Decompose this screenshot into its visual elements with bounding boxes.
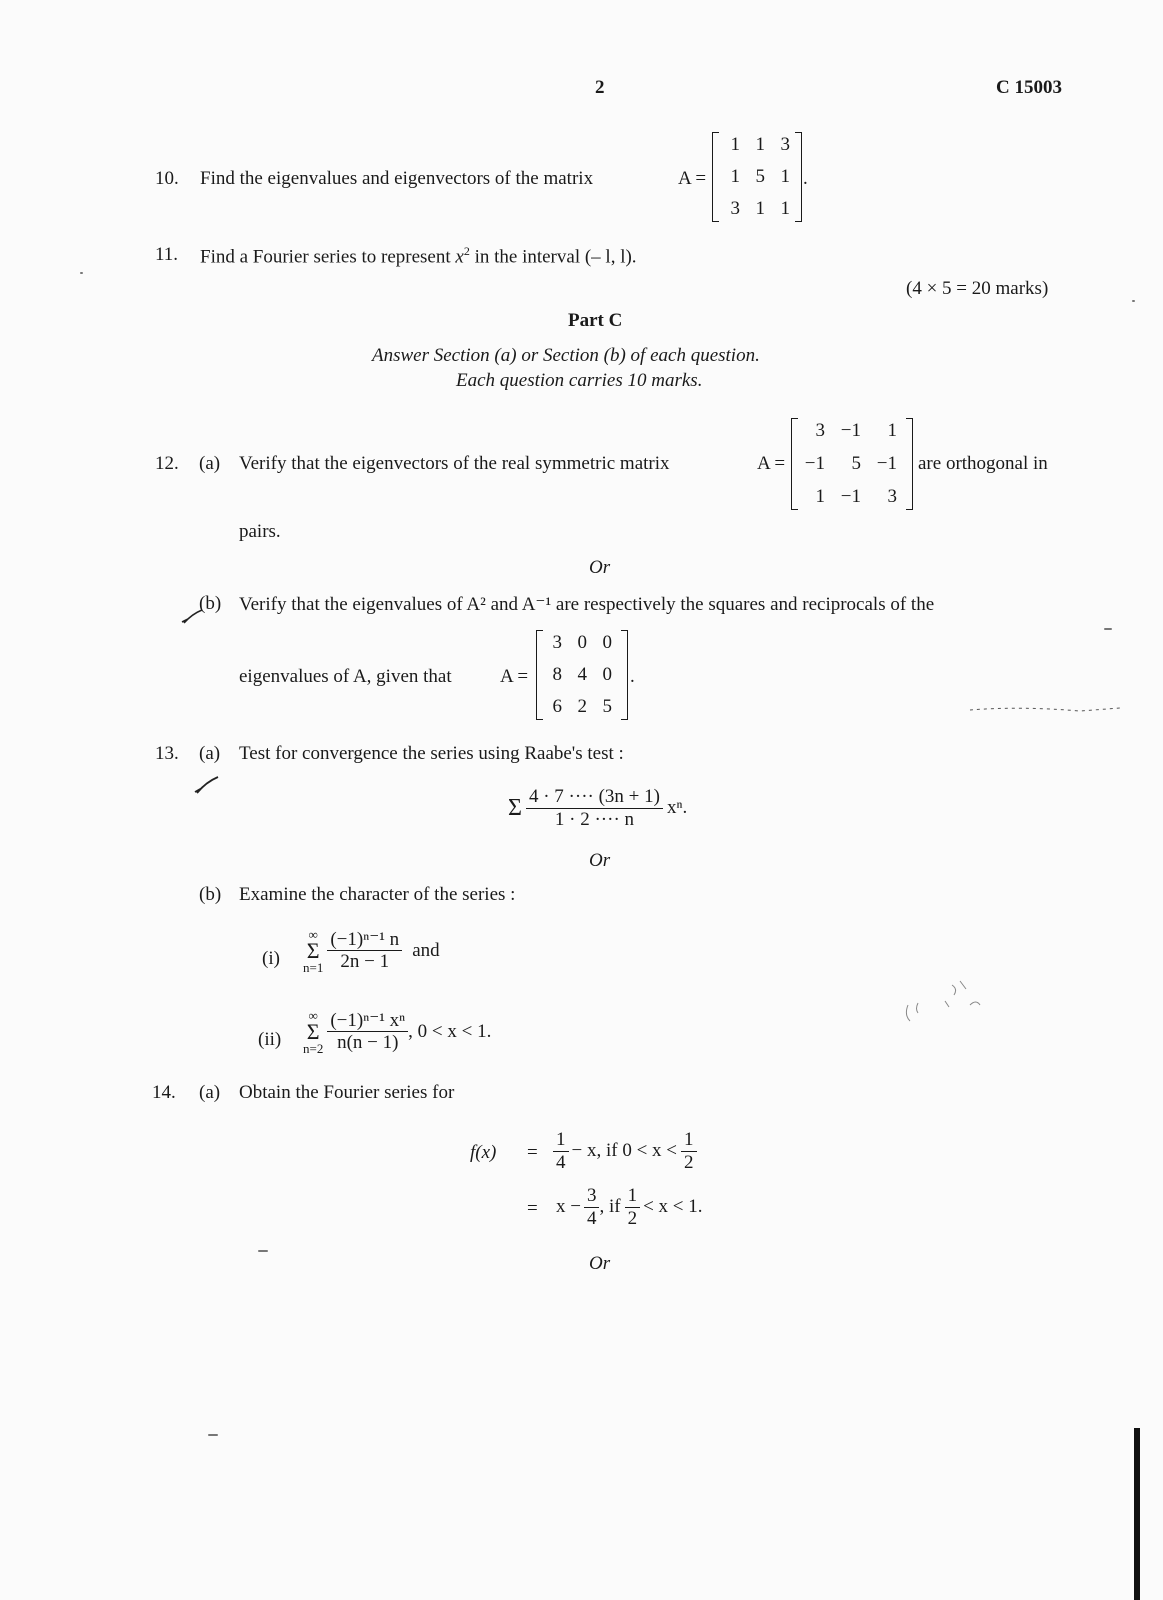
fraction-denominator: 4 [556, 1151, 566, 1173]
fraction-denominator: 4 [586, 1207, 597, 1229]
q12a-label: (a) [199, 453, 221, 474]
matrix-cell: 1 [730, 166, 740, 187]
paper-code: C 15003 [996, 77, 1062, 98]
line-1-condition: − x, if 0 < x < [571, 1140, 678, 1162]
fraction-numerator: 1 [625, 1185, 641, 1208]
matrix-cell: 3 [887, 486, 897, 507]
matrix-cell: 0 [602, 664, 612, 685]
q14-line-2 [556, 1185, 703, 1230]
q12b-end: . [630, 666, 635, 687]
q12a-lhs: A = [757, 453, 786, 474]
q12a-text: Verify that the eigenvectors of the real symmetric matrix [239, 453, 670, 474]
q11-exponent: 2 [463, 244, 470, 258]
q13b-ii-label: (ii) [258, 1029, 282, 1050]
matrix-cell: −1 [804, 453, 825, 474]
fraction-denominator: n(n − 1) [337, 1032, 399, 1054]
fraction-numerator: 3 [584, 1185, 600, 1208]
q13a-fraction [526, 786, 663, 831]
q11-number: 11. [155, 244, 179, 265]
q14-line-1 [553, 1129, 697, 1174]
q10-number: 10. [155, 168, 179, 189]
matrix-cell: 3 [552, 632, 562, 653]
fraction-one-half [681, 1129, 697, 1174]
fraction-numerator: 1 [553, 1129, 569, 1152]
fraction-denominator: 1 · 2 ···· n [554, 808, 635, 830]
q13a-series [508, 786, 687, 831]
matrix-cell: 3 [780, 134, 790, 155]
matrix-cell: 8 [552, 664, 562, 685]
matrix-cell: 5 [755, 166, 765, 187]
pencil-line-icon [960, 700, 1140, 720]
q12-or: Or [589, 557, 611, 578]
q13b-ii-series [303, 1009, 491, 1055]
q13-or: Or [589, 850, 611, 871]
q14-number: 14. [152, 1082, 176, 1103]
sum-symbol: Σ [508, 794, 522, 821]
fraction-numerator: 4 · 7 ···· (3n + 1) [526, 786, 663, 809]
sum-symbol: Σ [306, 938, 320, 963]
matrix-cell: 0 [577, 632, 587, 653]
fraction-denominator: 2n − 1 [340, 951, 390, 973]
q13b-i-fraction [327, 929, 402, 974]
q14-or: Or [589, 1253, 611, 1274]
summation [303, 1009, 323, 1055]
q11-text-b: in the interval (– l, l). [474, 246, 637, 268]
matrix-cell: −1 [840, 486, 861, 507]
sum-lower: n=1 [303, 959, 324, 975]
q12b-text: Verify that the eigenvalues of A² and A⁻¹ are respectively the squares and reciprocals of the [239, 594, 935, 615]
q12-number: 12. [155, 453, 179, 474]
q12a-matrix [791, 418, 913, 510]
matrix-cell: 0 [602, 632, 612, 653]
series-tail: xⁿ. [666, 797, 688, 819]
sum-upper: ∞ [308, 1008, 318, 1023]
tick-mark-icon [192, 774, 220, 796]
line-2-end: < x < 1. [643, 1196, 703, 1218]
q10-lhs: A = [678, 168, 707, 189]
q13b-i-series [303, 928, 440, 974]
sum-symbol: Σ [306, 1019, 320, 1044]
matrix-cell: 1 [730, 134, 740, 155]
q13-number: 13. [155, 743, 179, 764]
tick-mark-icon [180, 608, 204, 626]
part-c-instruction-1: Answer Section (a) or Section (b) of each question. [372, 345, 760, 366]
q14a-label: (a) [199, 1082, 221, 1103]
q12b-text2: eigenvalues of A, given that [239, 666, 452, 687]
matrix-cell: 5 [851, 453, 861, 474]
line-2-prefix: x − [556, 1196, 581, 1218]
matrix-cell: 1 [780, 166, 790, 187]
q13b-ii-after: , 0 < x < 1. [408, 1020, 492, 1042]
matrix-cell: 1 [780, 198, 790, 219]
q10-end: . [803, 168, 808, 189]
fraction-denominator: 2 [627, 1207, 638, 1229]
q10-text: Find the eigenvalues and eigenvectors of the matrix [200, 168, 594, 189]
q10-matrix [712, 132, 802, 222]
q11-text-a: Find a Fourier series to represent [200, 246, 451, 268]
part-c-title: Part C [568, 310, 623, 331]
fraction-one-quarter [553, 1129, 569, 1174]
matrix-cell: 1 [755, 134, 765, 155]
pencil-scribble-icon [890, 965, 1010, 1045]
q13a-label: (a) [199, 743, 221, 764]
matrix-cell: 4 [577, 664, 587, 685]
q14-eq-1: = [527, 1142, 538, 1163]
sum-lower: n=2 [303, 1040, 324, 1056]
q13b-i-label: (i) [262, 948, 280, 969]
matrix-cell: 3 [730, 198, 740, 219]
scan-edge-bar [1134, 1428, 1140, 1600]
q14a-text: Obtain the Fourier series for [239, 1082, 455, 1103]
q13b-i-after: and [412, 939, 440, 961]
part-c-instruction-2: Each question carries 10 marks. [456, 370, 703, 391]
fraction-numerator: (−1)ⁿ⁻¹ n [327, 929, 402, 952]
fraction-numerator: 1 [681, 1129, 697, 1152]
q12a-continuation: pairs. [239, 521, 281, 542]
q12b-label: (b) [199, 593, 222, 614]
line-2-if: , if [599, 1196, 621, 1218]
q14-eq-2: = [527, 1198, 538, 1219]
fraction-numerator: (−1)ⁿ⁻¹ xⁿ [327, 1010, 408, 1033]
matrix-cell: 6 [552, 696, 562, 717]
q13b-ii-fraction [327, 1010, 408, 1055]
matrix-cell: 1 [815, 486, 825, 507]
marks-part-b: (4 × 5 = 20 marks) [906, 278, 1049, 299]
matrix-cell: −1 [840, 420, 861, 441]
matrix-cell: 1 [755, 198, 765, 219]
matrix-cell: 1 [887, 420, 897, 441]
q13a-text: Test for convergence the series using Raabe's test : [239, 743, 624, 764]
matrix-cell: 3 [815, 420, 825, 441]
sum-upper: ∞ [308, 927, 318, 942]
matrix-cell: 2 [577, 696, 587, 717]
fraction-denominator: 2 [684, 1151, 694, 1173]
fraction-three-quarters [584, 1185, 600, 1230]
q11-text [200, 244, 637, 268]
q13b-label: (b) [199, 884, 222, 905]
q12a-after: are orthogonal in [918, 453, 1048, 474]
q11-var: x [455, 246, 464, 268]
page-number: 2 [595, 77, 605, 98]
q12b-lhs: A = [500, 666, 529, 687]
fraction-one-half [625, 1185, 641, 1230]
matrix-cell: −1 [876, 453, 897, 474]
matrix-cell: 5 [602, 696, 612, 717]
summation [303, 928, 323, 974]
q14-fx: f(x) [470, 1142, 497, 1163]
q13b-text: Examine the character of the series : [239, 884, 516, 905]
q12b-matrix [536, 630, 628, 720]
